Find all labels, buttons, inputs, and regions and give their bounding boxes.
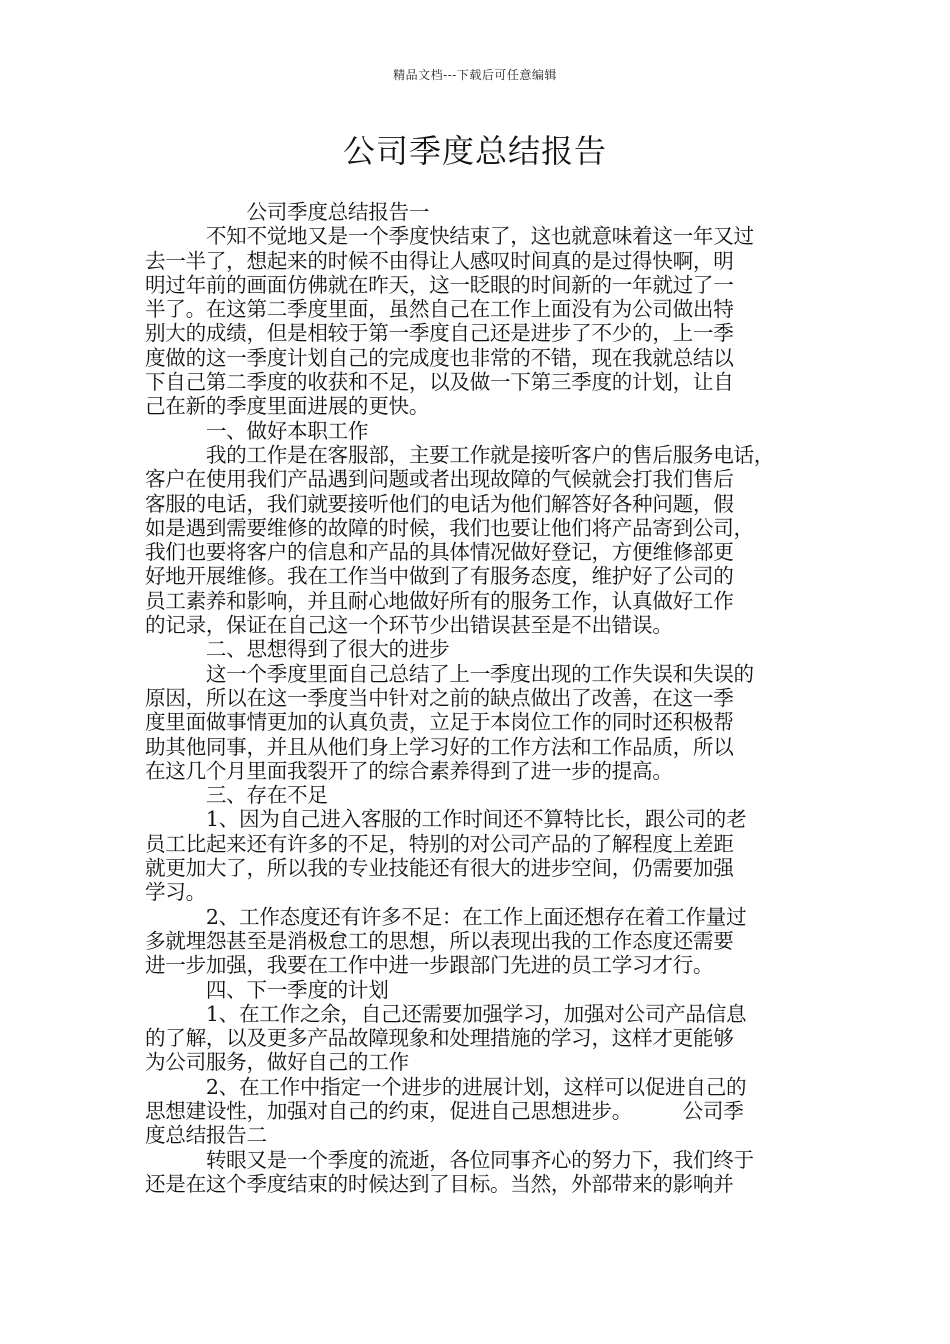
body-line: 半了。在这第二季度里面，虽然自己在工作上面没有为公司做出特 — [145, 297, 734, 322]
page-header: 精品文档---下载后可任意编辑 — [393, 68, 557, 82]
body-line: 的记录，保证在自己这一个环节少出错误甚至是不出错误。 — [145, 613, 673, 638]
body-line: 别大的成绩，但是相较于第一季度自己还是进步了不少的，上一季 — [145, 321, 734, 346]
body-line: 2、在工作中指定一个进步的进展计划，这样可以促进自己的 — [145, 1074, 747, 1099]
body-line: 度里面做事情更加的认真负责，立足于本岗位工作的同时还积极帮 — [145, 710, 734, 735]
body-line: 客户在使用我们产品遇到问题或者出现故障的气候就会打我们售后 — [145, 467, 734, 492]
body-line: 这一个季度里面自己总结了上一季度出现的工作失误和失误的 — [145, 661, 754, 686]
body-line: 如是遇到需要维修的故障的时候，我们也要让他们将产品寄到公司， — [145, 515, 754, 540]
body-line: 进一步加强，我要在工作中进一步跟部门先进的员工学习才行。 — [145, 953, 714, 978]
body-line: 2、工作态度还有许多不足：在工作上面还想存在着工作量过 — [145, 904, 747, 929]
body-line: 度做的这一季度计划自己的完成度也非常的不错，现在我就总结以 — [145, 345, 734, 370]
body-line: 原因，所以在这一季度当中针对之前的缺点做出了改善，在这一季 — [145, 685, 734, 710]
body-line: 为公司服务，做好自己的工作 — [145, 1050, 409, 1075]
body-line: 己在新的季度里面进展的更快。 — [145, 394, 430, 419]
body-line: 的了解，以及更多产品故障现象和处理措施的学习，这样才更能够 — [145, 1026, 734, 1051]
body-line: 公司季度总结报告一 — [145, 200, 430, 224]
body-line: 我的工作是在客服部，主要工作就是接听客户的售后服务电话， — [145, 442, 775, 467]
body-line: 客服的电话，我们就要接听他们的电话为他们解答好各种问题，假 — [145, 491, 734, 516]
body-line: 就更加大了，所以我的专业技能还有很大的进步空间，仍需要加强 — [145, 856, 734, 881]
body-line: 不知不觉地又是一个季度快结束了，这也就意味着这一年又过 — [145, 224, 754, 249]
body-line: 思想建设性，加强对自己的约束，促进自己思想进步。 公司季 — [145, 1098, 744, 1123]
body-line: 学习。 — [145, 880, 206, 905]
body-line: 助其他同事，并且从他们身上学习好的工作方法和工作品质，所以 — [145, 734, 734, 759]
section-heading: 四、下一季度的计划 — [145, 977, 389, 1002]
body-line: 去一半了，想起来的时候不由得让人感叹时间真的是过得快啊，明 — [145, 248, 734, 273]
body-line: 度总结报告二 — [145, 1123, 267, 1148]
document-body — [145, 200, 815, 1196]
body-line: 员工比起来还有许多的不足，特别的对公司产品的了解程度上差距 — [145, 831, 734, 856]
body-line: 我们也要将客户的信息和产品的具体情况做好登记，方便维修部更 — [145, 540, 734, 565]
body-line: 在这几个月里面我裂开了的综合素养得到了进一步的提高。 — [145, 758, 673, 783]
body-line: 下自己第二季度的收获和不足，以及做一下第三季度的计划，让自 — [145, 370, 734, 395]
document-title: 公司季度总结报告 — [342, 132, 607, 170]
section-heading: 二、思想得到了很大的进步 — [145, 637, 450, 662]
section-heading: 三、存在不足 — [145, 783, 328, 808]
section-heading: 一、做好本职工作 — [145, 418, 369, 443]
body-line: 员工素养和影响，并且耐心地做好所有的服务工作，认真做好工作 — [145, 588, 734, 613]
body-line: 多就埋怨甚至是消极怠工的思想，所以表现出我的工作态度还需要 — [145, 928, 734, 953]
body-line: 1、因为自己进入客服的工作时间还不算特比长，跟公司的老 — [145, 807, 747, 832]
body-line: 1、在工作之余，自己还需要加强学习，加强对公司产品信息 — [145, 1001, 747, 1026]
body-line: 转眼又是一个季度的流逝，各位同事齐心的努力下，我们终于 — [145, 1147, 754, 1172]
body-line: 明过年前的画面仿佛就在昨天，这一眨眼的时间新的一年就过了一 — [145, 272, 734, 297]
body-line: 好地开展维修。我在工作当中做到了有服务态度，维护好了公司的 — [145, 564, 734, 589]
body-line: 还是在这个季度结束的时候达到了目标。当然，外部带来的影响并 — [145, 1171, 734, 1196]
